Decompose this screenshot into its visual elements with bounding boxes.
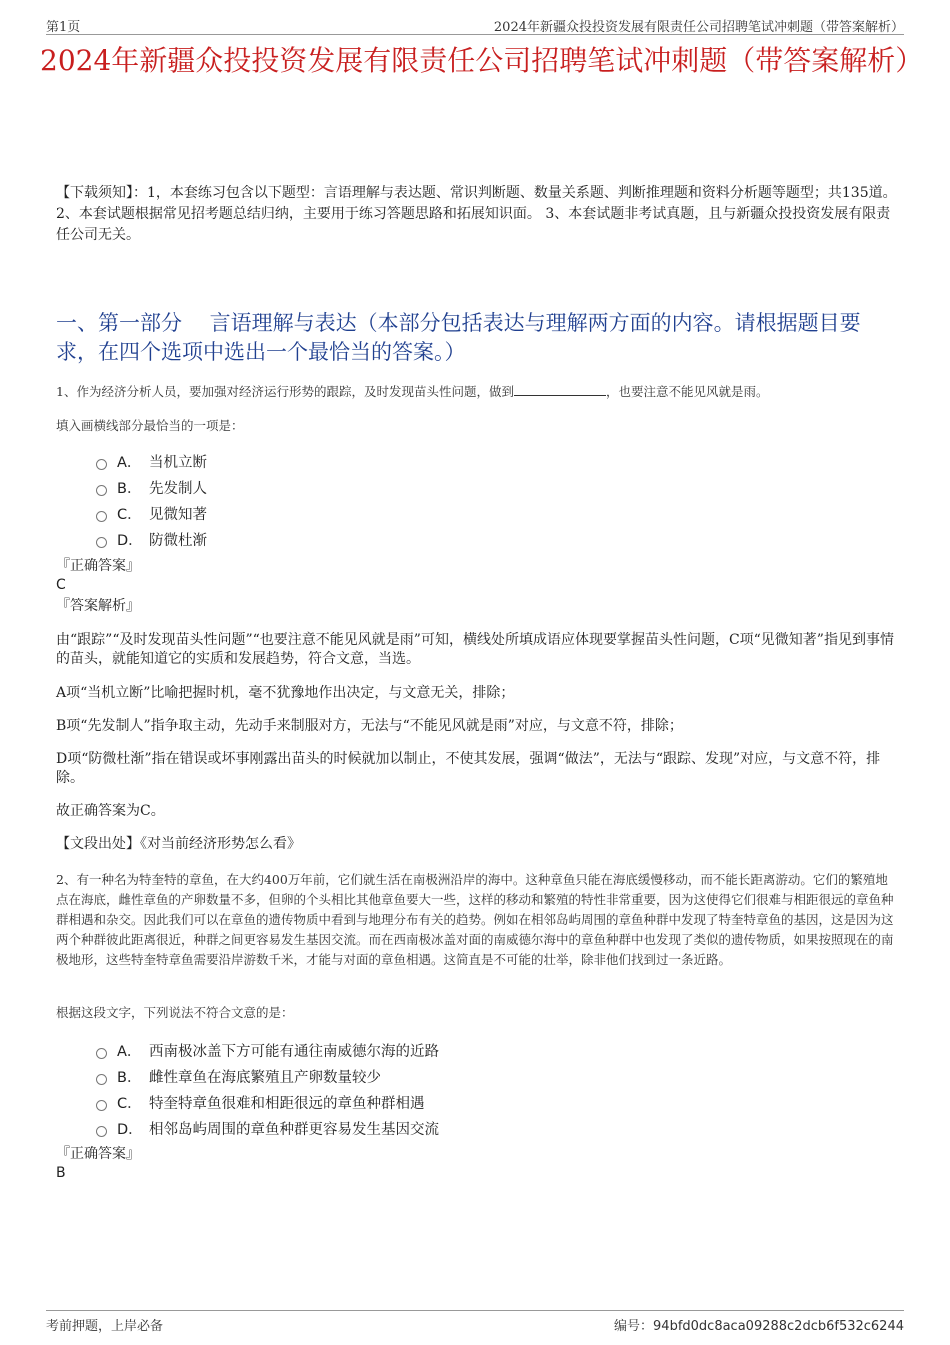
question-2-prompt: 根据这段文字，下列说法不符合文意的是： xyxy=(56,1005,294,1020)
option-key: C． xyxy=(117,506,142,523)
answer-label: 『正确答案』 xyxy=(56,558,140,574)
option-b[interactable] xyxy=(96,474,207,500)
option-text: 先发制人 xyxy=(149,480,207,497)
footer-code xyxy=(614,1315,904,1334)
source-citation: 【文段出处】《对当前经济形势怎么看》 xyxy=(56,836,301,852)
option-c[interactable] xyxy=(96,1089,439,1115)
answer-label: 『正确答案』 xyxy=(56,1146,140,1162)
question-2-options xyxy=(96,1037,439,1141)
option-key: B． xyxy=(117,1069,142,1086)
radio-icon[interactable] xyxy=(96,459,107,470)
option-text: 西南极冰盖下方可能有通往南威德尔海的近路 xyxy=(149,1043,439,1060)
option-text: 防微杜渐 xyxy=(149,532,207,549)
radio-icon[interactable] xyxy=(96,1074,107,1085)
option-d[interactable] xyxy=(96,1115,439,1141)
analysis-paragraph: A项“当机立断”比喻把握时机，毫不犹豫地作出决定，与文意无关，排除； xyxy=(56,685,515,701)
radio-icon[interactable] xyxy=(96,485,107,496)
option-c[interactable] xyxy=(96,500,207,526)
option-text: 见微知著 xyxy=(149,506,207,523)
stem-text: ，也要注意不能见风就是雨。 xyxy=(605,384,769,399)
code-label: 编号： xyxy=(614,1319,654,1334)
option-text: 雌性章鱼在海底繁殖且产卵数量较少 xyxy=(149,1069,381,1086)
download-notice: 【下载须知】：1，本套练习包含以下题型：言语理解与表达题、常识判断题、数量关系题、判断推理题和资料分析题等题型；共135道。 2、本套试题根据常见招考题总结归纳，主要用于练习答题思路和拓展知识面。 3、本套试题非考试真题，且与新疆众投投资发展有限责任公司无关。 xyxy=(56,185,897,243)
question-1-options xyxy=(96,448,207,552)
option-a[interactable] xyxy=(96,448,207,474)
option-a[interactable] xyxy=(96,1037,439,1063)
fill-blank xyxy=(514,383,606,396)
stem-text: 1、作为经济分析人员，要加强对经济运行形势的跟踪，及时发现苗头性问题，做到 xyxy=(56,384,514,399)
document-title: 2024年新疆众投投资发展有限责任公司招聘笔试冲刺题（带答案解析） xyxy=(40,44,924,77)
answer-value: B xyxy=(56,1165,66,1181)
option-text: 相邻岛屿周围的章鱼种群更容易发生基因交流 xyxy=(149,1121,439,1138)
radio-icon[interactable] xyxy=(96,1126,107,1137)
option-key: A． xyxy=(117,1043,142,1060)
option-key: B． xyxy=(117,480,142,497)
radio-icon[interactable] xyxy=(96,1100,107,1111)
option-text: 特奎特章鱼很难和相距很远的章鱼种群相遇 xyxy=(149,1095,425,1112)
option-key: D． xyxy=(117,532,143,549)
answer-value: C xyxy=(56,577,66,593)
page-number: 第1页 xyxy=(46,20,81,35)
page-header xyxy=(46,12,904,35)
option-key: A． xyxy=(117,454,142,471)
question-1-prompt: 填入画横线部分最恰当的一项是： xyxy=(56,418,244,433)
option-key: D． xyxy=(117,1121,143,1138)
question-2-stem: 2、有一种名为特奎特的章鱼，在大约400万年前，它们就生活在南极洲沿岸的海中。这种章鱼只能在海底缓慢移动，而不能长距离游动。它们的繁殖地点在海底，雌性章鱼的产卵数量不多，但卵的个头相比其他章鱼要大一些，这样的移动和繁殖的特性非常重要，因为这使得它们很难与相距很远的章鱼种群相遇和杂交。因此我们可以在章鱼的遗传物质中看到与地理分布有关的趋势。例如在相邻岛屿周围的章鱼种群中发现了特奎特章鱼的基因，这是因为这两个种群彼此距离很近，种群之间更容易发生基因交流。而在西南极冰盖对面的南威德尔海中的章鱼种群中也发现了类似的遗传物质，如果按照现在的南极地形，这些特奎特章鱼需要沿岸游数千米，才能与对面的章鱼相遇。这简直是不可能的壮举，除非他们找到过一条近路。 xyxy=(56,872,894,967)
code-value: 94bfd0dc8aca09288c2dcb6f532c6244 xyxy=(653,1319,904,1334)
page-footer xyxy=(46,1310,904,1334)
section-heading: 一、第一部分 言语理解与表达（本部分包括表达与理解两方面的内容。请根据题目要求，在四个选项中选出一个最恰当的答案。） xyxy=(56,311,861,364)
option-d[interactable] xyxy=(96,526,207,552)
radio-icon[interactable] xyxy=(96,1048,107,1059)
radio-icon[interactable] xyxy=(96,511,107,522)
analysis-paragraph: B项“先发制人”指争取主动，先动手来制服对方，无法与“不能见风就是雨”对应，与文意不符，排除； xyxy=(56,718,683,734)
option-text: 当机立断 xyxy=(149,454,207,471)
footer-slogan: 考前押题，上岸必备 xyxy=(46,1319,164,1334)
option-b[interactable] xyxy=(96,1063,439,1089)
analysis-label: 『答案解析』 xyxy=(56,598,140,614)
analysis-conclusion: 故正确答案为C。 xyxy=(56,803,165,819)
analysis-paragraph: D项“防微杜渐”指在错误或坏事刚露出苗头的时候就加以制止，不使其发展，强调“做法”，无法与“跟踪、发现”对应，与文意不符，排除。 xyxy=(56,751,881,786)
option-key: C． xyxy=(117,1095,142,1112)
question-1-stem xyxy=(56,382,900,402)
radio-icon[interactable] xyxy=(96,537,107,548)
header-doc-title: 2024年新疆众投投资发展有限责任公司招聘笔试冲刺题（带答案解析） xyxy=(493,20,904,35)
analysis-paragraph: 由“跟踪”“及时发现苗头性问题”“也要注意不能见风就是雨”可知，横线处所填成语应体现要掌握苗头性问题，C项“见微知著”指见到事情的苗头，就能知道它的实质和发展趋势，符合文意，当选。 xyxy=(56,632,894,667)
